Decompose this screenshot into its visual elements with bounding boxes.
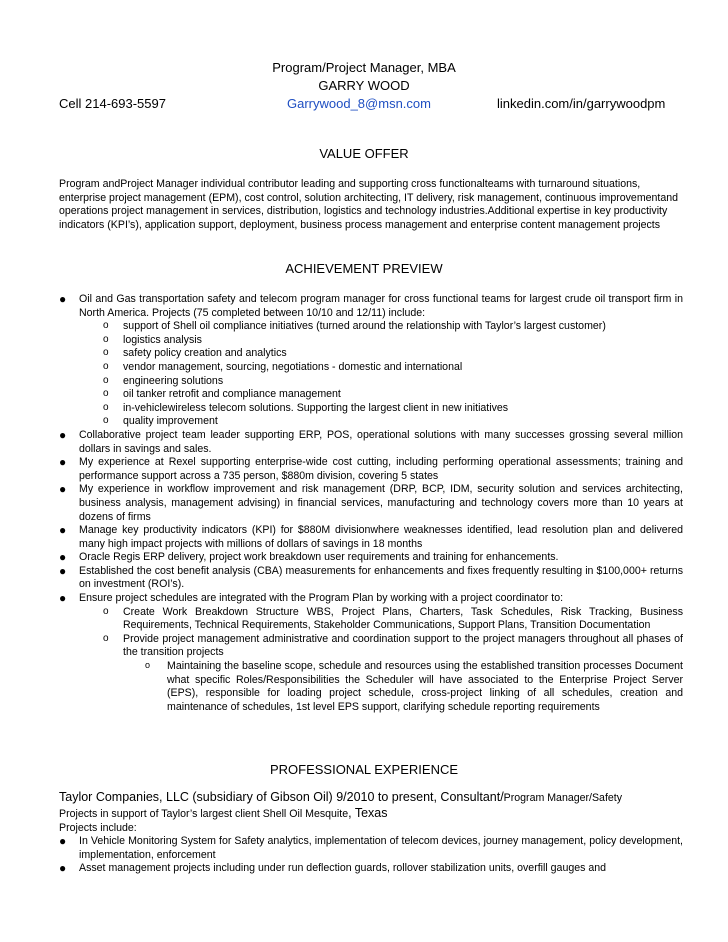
- list-item: o safety policy creation and analytics: [103, 347, 287, 360]
- experience-heading: PROFESSIONAL EXPERIENCE: [269, 762, 459, 777]
- circle-bullet-icon: o: [103, 415, 109, 427]
- list-item: o quality improvement: [103, 415, 218, 428]
- value-offer-text: Program andProject Manager individual contributor leading and supporting cross functionalteams with turnaround situations, enterprise project management (EPM), cost control, solution architecting, IT delivery, risk management, continuous improvementand operations project management in services, distribution, logistics and technology industries.Additional expertise in key productivity indicators (KPI’s), application support, deployment, business process management and enterprise content management projects: [59, 178, 679, 231]
- list-item: o engineering solutions: [103, 374, 224, 387]
- list-item: ● My experience at Rexel supporting enterprise-wide cost cutting, including performing operational assessments; training and performance support across a 735 person, $880m division, covering 5 states: [59, 455, 683, 482]
- experience-section: [59, 789, 683, 876]
- bullet-icon: ●: [59, 591, 67, 606]
- bullet-icon: ●: [59, 834, 67, 849]
- email-link[interactable]: Garrywood_8@msn.com: [287, 96, 431, 111]
- bullet-icon: ●: [59, 292, 67, 306]
- circle-bullet-icon: o: [103, 333, 109, 345]
- circle-bullet-icon: o: [103, 605, 109, 617]
- candidate-name: GARRY WOOD: [318, 78, 410, 93]
- bullet-icon: ●: [59, 523, 67, 538]
- list-item: ● Collaborative project team leader supporting ERP, POS, operational solutions with many successes grossing several million dollars in savings and sales.: [59, 427, 683, 455]
- list-item: o Create Work Breakdown Structure WBS, Project Plans, Charters, Task Schedules, Risk Tracking, Business Requirements, Technical Requirements, Stakeholder Communications, Support Plans, Transition Documentation: [103, 605, 683, 632]
- title-line: Program/Project Manager, MBA: [272, 60, 456, 75]
- circle-bullet-icon: o: [145, 660, 151, 671]
- list-item: ● Oracle Regis ERP delivery, project work breakdown user requirements and training for enhancements.: [59, 550, 559, 565]
- bullet-icon: ●: [59, 550, 67, 565]
- list-item: ● Manage key productivity indicators (KPI) for $880M divisionwhere weaknesses identified, lead resolution plan and delivered many high impact projects with millions of dollars of savings in 18 months: [59, 523, 683, 550]
- circle-bullet-icon: o: [103, 632, 109, 644]
- circle-bullet-icon: o: [103, 360, 109, 372]
- bullet-icon: ●: [59, 861, 67, 876]
- bullet-icon: ●: [59, 482, 67, 497]
- list-item: ● In Vehicle Monitoring System for Safety analytics, implementation of telecom devices, journey management, policy development, implementation, enforcement: [59, 834, 683, 861]
- support-line: Projects in support of Taylor’s largest client Shell Oil Mesquite, Texas: [59, 806, 388, 820]
- achievement-heading: ACHIEVEMENT PREVIEW: [285, 261, 443, 276]
- projects-label: Projects include:: [59, 821, 137, 834]
- linkedin-link[interactable]: linkedin.com/in/garrywoodpm: [497, 96, 666, 111]
- list-item: o oil tanker retrofit and compliance management: [103, 388, 341, 401]
- list-item: o in-vehiclewireless telecom solutions. Supporting the largest client in new initiatives: [103, 401, 509, 414]
- circle-bullet-icon: o: [103, 320, 109, 332]
- bullet-icon: ●: [59, 455, 67, 470]
- role-title: Program Manager/Safety: [503, 792, 623, 804]
- circle-bullet-icon: o: [103, 374, 109, 386]
- circle-bullet-icon: o: [103, 388, 109, 400]
- list-item: ● My experience in workflow improvement and risk management (DRP, BCP, IDM, security solution and services architecting, business analysis, management advising) in financial services, manufacturing and technology covers more than 10 years at dozens of firms: [59, 482, 683, 523]
- phone-number: Cell 214-693-5597: [59, 96, 166, 111]
- bullet-icon: ●: [59, 427, 67, 442]
- list-item: o logistics analysis: [103, 333, 202, 346]
- company-line: [59, 789, 683, 807]
- value-offer-heading: VALUE OFFER: [319, 146, 409, 161]
- list-item: ● Established the cost benefit analysis (CBA) measurements for enhancements and fixes frequently resulting in $100,000+ returns on investment (ROI’s).: [59, 563, 683, 591]
- circle-bullet-icon: o: [103, 401, 109, 413]
- company-name: Taylor Companies, LLC (subsidiary of Gibson Oil) 9/2010 to present, Consultant/: [59, 790, 504, 804]
- list-item: ● Ensure project schedules are integrated with the Program Plan by working with a project coordinator to:: [59, 591, 564, 606]
- list-item: o Maintaining the baseline scope, schedule and resources using the established transition processes Document what specific Roles/Responsibilities the Scheduler will have associated to the Enterprise Project Server (EPS), responsible for loading project schedule, cross-project linking of all schedules, creation and maintenance of schedules, 1st level EPS support, clarifying schedule reporting requirements: [145, 660, 683, 713]
- achievement-list: [59, 293, 683, 714]
- list-item: o support of Shell oil compliance initiatives (turned around the relationship with Taylor’s largest customer): [103, 320, 606, 333]
- list-item: o Provide project management administrative and coordination support to the project managers throughout all phases of the transition projects: [103, 632, 683, 659]
- bullet-icon: ●: [59, 563, 67, 578]
- circle-bullet-icon: o: [103, 347, 109, 359]
- list-item: o vendor management, sourcing, negotiations - domestic and international: [103, 360, 463, 373]
- list-item: ● Oil and Gas transportation safety and telecom program manager for cross functional teams for largest crude oil transport firm in North America. Projects (75 completed between 10/10 and 12/11) include:: [59, 292, 683, 319]
- list-item: ● Asset management projects including under run deflection guards, rollover stabilization units, overfill gauges and: [59, 861, 607, 876]
